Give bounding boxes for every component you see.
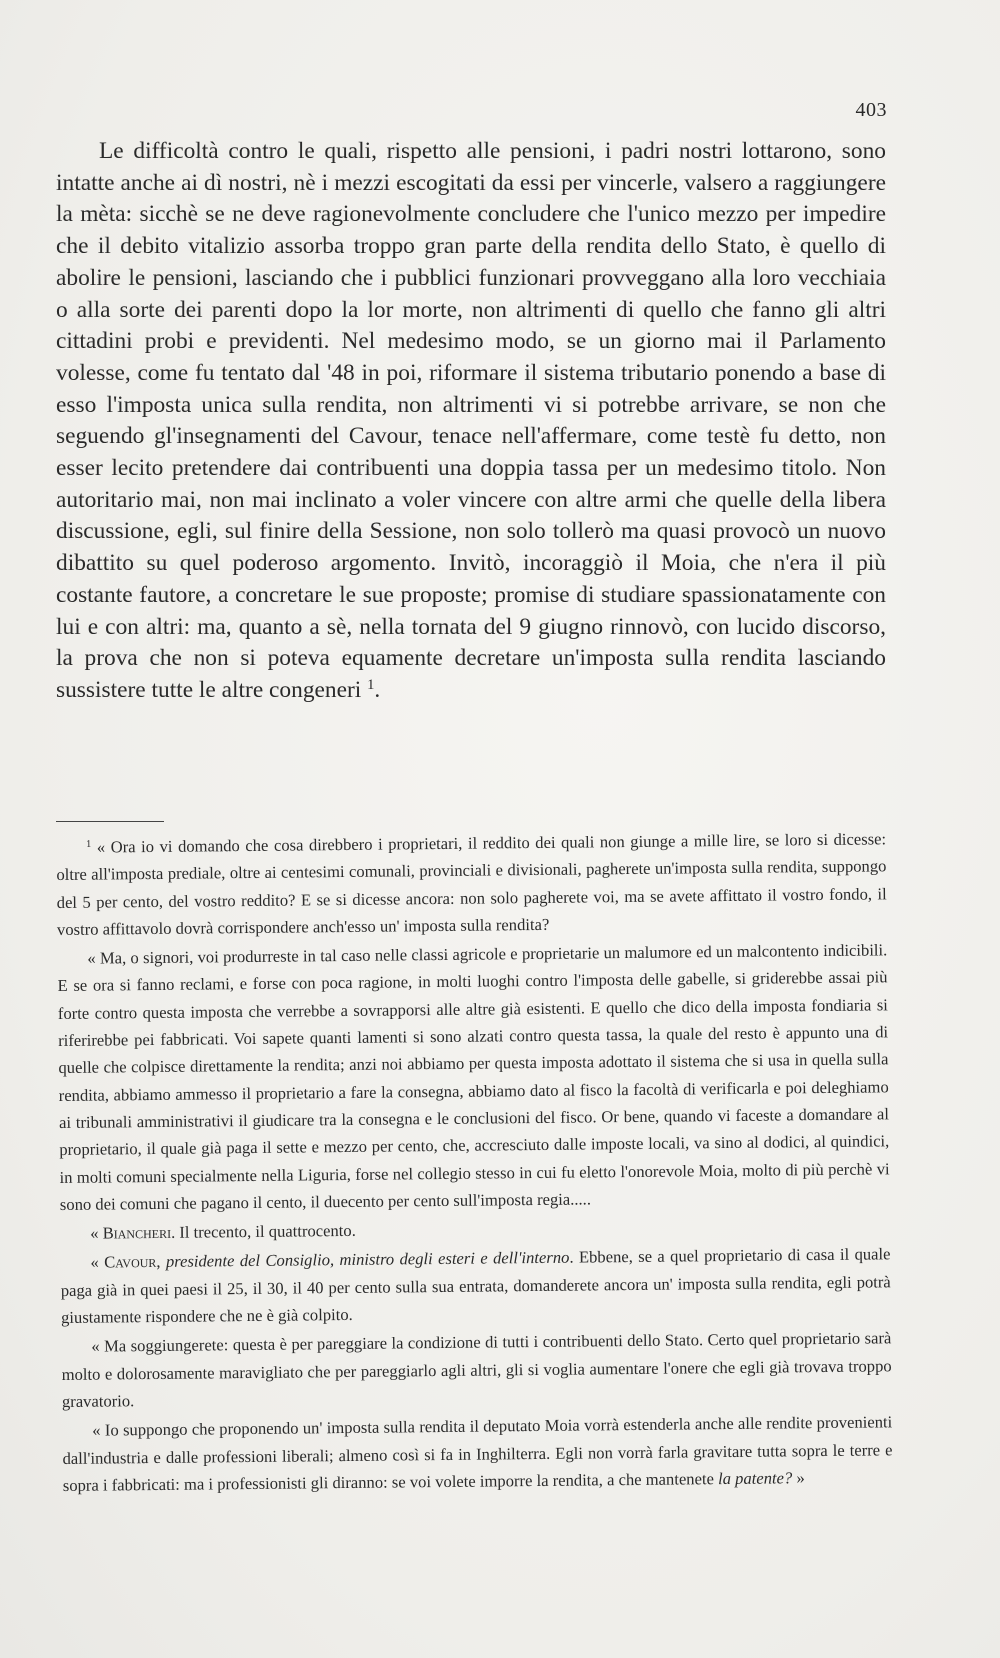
footnote-divider (56, 821, 164, 822)
footnote-paragraph: « Cavour, presidente del Consiglio, ministro degli esteri e dell'interno. Ebbene, se a quel proprietario di casa il quale paga già in quei paesi il 25, il 30, il 40 per cento sulla sua entrata, domanderete ancora un' imposta sulla rendita, egli potrà giustamente rispondere che ne è già colpito. (60, 1244, 891, 1328)
footnote-paragraph: « Biancheri. Il trecento, il quattrocento. (90, 1221, 356, 1243)
footnote-text: . Il trecento, il quattrocento. (170, 1221, 356, 1242)
footnote-paragraph (61, 1325, 892, 1416)
footnote-text: « Io suppongo che proponendo un' imposta sulla rendita il deputato Moia vorrà estenderla anche alle rendite provenienti dall'industria e dalle professioni liberali; almeno così si fa in Inghilterra. Egli non vorrà farla gravitare tutta sopra le terre e sopra i fabbricati: ma i professionisti gli diranno: se voi volete imporre la rendita, a che mantenete (62, 1412, 893, 1495)
footnote-emphasis: la patente? (717, 1468, 793, 1488)
body-paragraph-text: Le difficoltà contro le quali, rispetto alle pensioni, i padri nostri lottarono, sono intatte anche ai dì nostri, nè i mezzi escogitati da essi per vincerle, valsero a raggiungere la mèta: sicchè se ne deve ragionevolmente concludere che l'unico mezzo per impedire che il debito vitalizio assorba troppo gran parte della rendita dello Stato, è quello di abolire le pensioni, lasciando che i pubblici funzionari provveggano alla loro vecchiaia o alla sorte dei parenti dopo la lor morte, non altrimenti di quello che fanno gli altri cittadini probi e previdenti. Nel medesimo modo, se un giorno mai il Parlamento volesse, come fu tentato dal '48 in poi, riformare il sistema tributario ponendo a base di esso l'imposta unica sulla rendita, non altrimenti vi si potrebbe arrivare, se non che seguendo gl'insegnamenti del Cavour, tenace nell'affermare, come testè fu detto, non esser lecito pretendere dai contribuenti una doppia tassa per un medesimo titolo. Non autoritario mai, non mai inclinato a voler vincere con altre armi che quelle della libera discussione, egli, sul finire della Sessione, non solo tollerò ma quasi provocò un nuovo dibattito su quel poderoso argomento. Invitò, incoraggiò il Moia, che n'era il più costante fautore, a concretare le sue proposte; promise di studiare spassionatamente con lui e con altri: ma, quanto a sè, nella tornata del 9 giugno rinnovò, con lucido discorso, la prova che non si poteva equamente decretare un'imposta sulla rendita lasciando sussistere tutte le altre congeneri (56, 138, 886, 703)
speaker-name: Biancheri (102, 1222, 172, 1243)
closing-quote: » (792, 1468, 805, 1488)
footnote-text: « Ma soggiungerete: questa è per pareggiare la condizione di tutti i contribuenti dello Stato. Certo quel proprietario sarà molto e dolorosamente maravigliato che per pareggiarlo agli altri, gli si voglia aumentare l'onere che egli già trovava troppo gravatorio. (61, 1328, 892, 1411)
footnote-text: . Ebbene, se a quel proprietario di casa il quale paga già in quei paesi il 25, il 30, il 40 per cento sulla sua entrata, domanderete ancora un' imposta sulla rendita, egli potrà giustamente rispondere che ne è già colpito. (60, 1244, 891, 1328)
footnote-paragraph (57, 936, 890, 1218)
footnote-paragraph (62, 1409, 893, 1500)
main-text (56, 136, 886, 707)
speaker-role: presidente del Consiglio, ministro degli esteri e dell'interno (165, 1248, 570, 1272)
speaker-name: Cavour (104, 1252, 157, 1272)
footnote-reference: 1 (367, 676, 375, 693)
footnote-text: « Ma, o signori, voi produrreste in tal caso nelle classi agricole e proprietarie un malumore ed un malcontento indicibili. E se ora si fanno reclami, e forse con poca ragione, in molti luoghi contro l'imposta delle gabelle, si griderebbe assai più forte contro questa imposta che verrebbe a sovrapporsi alle altre già esistenti. E quello che dico della imposta fondiaria si riferirebbe pei fabbricati. Voi sapete quanti lamenti si sono alzati contro questa tassa, la quale del resto è appunto una di quelle che colpisce direttamente la rendita; anzi noi abbiamo per questa imposta adottato il sistema che si usa in quella sulla rendita, abbiamo ammesso il proprietario a fare la consegna, abbiamo dato al fisco la facoltà di verificarla e poi deleghiamo ai tribunali amministrativi il giudicare tra la consegna e le conclusioni del fisco. Or bene, quando vi faceste a domandare al proprietario, il quale già paga il sette e mezzo per cento, che, accresciuto dalle imposte locali, va sino al dodici, al quindici, in molti comuni specialmente nella Liguria, forse nel collegio stesso in cui fu eletto l'onorevole Moia, molto di più perchè vi sono dei comuni che pagano il cento, il duecento per cento sull'imposta regia..... (57, 940, 890, 1214)
footnote-marker: 1 (86, 838, 92, 851)
footnote-paragraph (56, 825, 887, 943)
body-paragraph: Le difficoltà contro le quali, rispetto alle pensioni, i padri nostri lottarono, sono intatte anche ai dì nostri, nè i mezzi escogitati da essi per vincerle, valsero a raggiungere la mèta: sicchè se ne deve ragionevolmente concludere che l'unico mezzo per impedire che il debito vitalizio assorba troppo gran parte della rendita dello Stato, è quello di abolire le pensioni, lasciando che i pubblici funzionari provveggano alla loro vecchiaia o alla sorte dei parenti dopo la lor morte, non altrimenti di quello che fanno gli altri cittadini probi e previdenti. Nel medesimo modo, se un giorno mai il Parlamento volesse, come fu tentato dal '48 in poi, riformare il sistema tributario ponendo a base di esso l'imposta unica sulla rendita, non altrimenti vi si potrebbe arrivare, se non che seguendo gl'insegnamenti del Cavour, tenace nell'affermare, come testè fu detto, non esser lecito pretendere dai contribuenti una doppia tassa per un medesimo titolo. Non autoritario mai, non mai inclinato a voler vincere con altre armi che quelle della libera discussione, egli, sul finire della Sessione, non solo tollerò ma quasi provocò un nuovo dibattito su quel poderoso argomento. Invitò, incoraggiò il Moia, che n'era il più costante fautore, a concretare le sue proposte; promise di studiare spassionatamente con lui e con altri: ma, quanto a sè, nella tornata del 9 giugno rinnovò, con lucido discorso, la prova che non si poteva equamente decretare un'imposta sulla rendita lasciando sussistere tutte le altre congeneri $^1$. (56, 138, 886, 703)
footnote-text: « Ora io vi domando che cosa direbbero i proprietari, il reddito dei quali non giunge a mille lire, se loro si dicesse: oltre all'imposta prediale, oltre ai centesimi comunali, provinciali e divisionali, pagherete un'imposta sulla rendita, suppongo del 5 per cento, del vostro reddito? E se si dicesse ancora: non solo pagherete voi, ma se avete affittato il vostro fondo, il vostro affittavolo dovrà corrispondere anch'esso un' imposta sulla rendita? (56, 829, 887, 939)
page-number: 403 (855, 99, 887, 121)
footnotes (56, 825, 893, 1501)
